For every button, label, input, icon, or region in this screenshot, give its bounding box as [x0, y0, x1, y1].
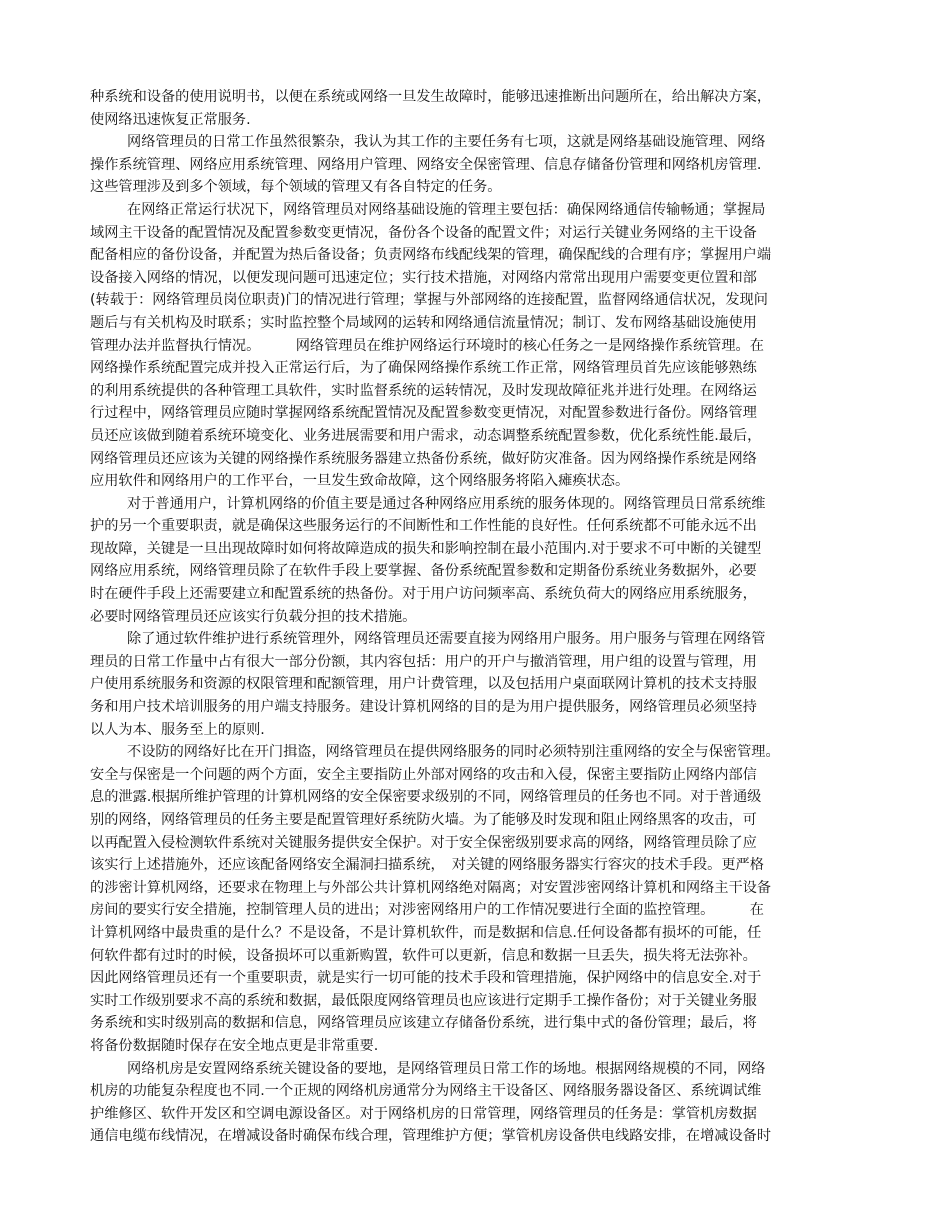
text-line: 的涉密计算机网络，还要求在物理上与外部公共计算机网络绝对隔离；对安置涉密网络计算机和网络主干设备: [90, 879, 772, 896]
text-line: 使网络迅速恢复正常服务.: [90, 111, 251, 128]
text-line: 种系统和设备的使用说明书，以便在系统或网络一旦发生故障时，能够迅速推断出问题所在，给出解决方案，: [90, 89, 772, 105]
text-line: 息的泄露.根据所维护管理的计算机网络的安全保密要求级别的不同，网络管理员的任务也不同。对于普通级: [90, 789, 762, 806]
text-line: 设备接入网络的情况，以便发现问题可迅速定位；实行技术措施，对网络内常常出现用户需要变更位置和部: [90, 269, 757, 286]
text-line: 题后与有关机构及时联系；实时监控整个局域网的运转和网络通信流量情况；制订、发布网络基础设施使用: [90, 314, 757, 331]
text-line: 的利用系统提供的各种管理工具软件，实时监督系统的运转情况，及时发现故障征兆并进行处理。在网络运: [90, 382, 757, 399]
text-line: 行过程中，网络管理员应随时掌握网络系统配置情况及配置参数变更情况，对配置参数进行备份。网络管理: [90, 405, 757, 422]
text-line: 别的网络，网络管理员的任务主要是配置管理好系统防火墙。为了能够及时发现和阻止网络黑客的攻击，可: [90, 812, 757, 828]
text-line: 不设防的网络好比在开门揖盗，网络管理员在提供网络服务的同时必须特别注重网络的安全与保密管理。: [127, 744, 780, 761]
text-line: 网络机房是安置网络系统关键设备的要地，是网络管理员日常工作的场地。根据网络规模的不同，网络: [127, 1060, 766, 1077]
text-line: 理员的日常工作量中占有很大一部分份额，其内容包括：用户的开户与撤消管理，用户组的设置与管理，用: [90, 653, 757, 670]
text-line: 网络操作系统配置完成并投入正常运行后，为了确保网络操作系统工作正常，网络管理员首先应该能够熟练: [90, 360, 757, 377]
document-page: [90, 86, 870, 1148]
text-line: 务和用户技术培训服务的用户端支持服务。建设计算机网络的目的是为用户提供服务，网络管理员必须坚持: [90, 699, 757, 716]
text-line: 以再配置入侵检测软件系统对关键服务提供安全保护。对于安全保密级别要求高的网络，网络管理员除了应: [90, 834, 757, 851]
text-line: 将备份数据随时保存在安全地点更是非常重要.: [90, 1037, 379, 1054]
text-line: 操作系统管理、网络应用系统管理、网络用户管理、网络安全保密管理、信息存储备份管理和网络机房管理.: [90, 156, 762, 173]
text-line: 因此网络管理员还有一个重要职责，就是实行一切可能的技术手段和管理措施，保护网络中的信息安全.对于: [90, 970, 762, 987]
text-line: 管理办法并监督执行情况。 网络管理员在维护网络运行环境时的核心任务之一是网络操作系统管理。在: [90, 337, 764, 354]
text-line: 网络应用系统，网络管理员除了在软件手段上要掌握、备份系统配置参数和定期备份系统业务数据外，必要: [90, 563, 757, 580]
text-line: 以人为本、服务至上的原则.: [90, 721, 265, 738]
text-line: 房间的要实行安全措施，控制管理人员的进出；对涉密网络用户的工作情况要进行全面的监控管理。 在: [90, 902, 764, 919]
text-line: 户使用系统服务和资源的权限管理和配额管理，用户计费管理，以及包括用户桌面联网计算机的技术支持服: [90, 676, 757, 693]
text-line: 护的另一个重要职责，就是确保这些服务运行的不间断性和工作性能的良好性。任何系统都不可能永远不出: [90, 518, 757, 535]
text-line: 通信电缆布线情况，在增减设备时确保布线合理，管理维护方便；掌管机房设备供电线路安排，在增减设备时: [90, 1128, 772, 1145]
text-line: 时在硬件手段上还需要建立和配置系统的热备份。对于用户访问频率高、系统负荷大的网络应用系统服务，: [90, 586, 757, 603]
text-line: 网络管理员的日常工作虽然很繁杂，我认为其工作的主要任务有七项，这就是网络基础设施管理、网络: [127, 134, 766, 151]
text-line: 安全与保密是一个问题的两个方面，安全主要指防止外部对网络的攻击和入侵，保密主要指防止网络内部信: [90, 766, 757, 783]
text-line: 该实行上述措施外，还应该配备网络安全漏洞扫描系统， 对关键的网络服务器实行容灾的技术手段。更严格: [90, 857, 764, 874]
text-line: (转载于：网络管理员岗位职责)门的情况进行管理；掌握与外部网络的连接配置，监督网络通信状况，发现问: [90, 292, 768, 309]
text-line: 配备相应的备份设备，并配置为热后备设备；负责网络布线配线架的管理，确保配线的合理有序；掌握用户端: [90, 247, 772, 264]
text-line: 对于普通用户，计算机网络的价值主要是通过各种网络应用系统的服务体现的。网络管理员日常系统维: [127, 495, 766, 512]
text-line: 何软件都有过时的时候，设备损坏可以重新购置，软件可以更新，信息和数据一旦丢失，损失将无法弥补。: [90, 947, 757, 964]
text-line: 机房的功能复杂程度也不同.一个正规的网络机房通常分为网络主干设备区、网络服务器设备区、系统调试维: [90, 1083, 762, 1100]
text-line: 员还应该做到随着系统环境变化、业务进展需要和用户需求，动态调整系统配置参数，优化系统性能.最后，: [90, 427, 762, 444]
text-line: 这些管理涉及到多个领域，每个领域的管理又有各自特定的任务。: [90, 179, 502, 196]
text-line: 现故障，关键是一旦出现故障时如何将故障造成的损失和影响控制在最小范围内.对于要求不可中断的关键型: [90, 540, 762, 557]
text-line: 护维修区、软件开发区和空调电源设备区。对于网络机房的日常管理，网络管理员的任务是：掌管机房数据: [90, 1105, 757, 1122]
text-line: 在网络正常运行状况下，网络管理员对网络基础设施的管理主要包括：确保网络通信传输畅通；掌握局: [127, 201, 766, 218]
text-line: 网络管理员还应该为关键的网络操作系统服务器建立热备份系统，做好防灾准备。因为网络操作系统是网络: [90, 450, 757, 467]
text-line: 计算机网络中最贵重的是什么？不是设备，不是计算机软件，而是数据和信息.任何设备都有损坏的可能，任: [90, 924, 762, 941]
text-line: 应用软件和网络用户的工作平台，一旦发生致命故障，这个网络服务将陷入瘫痪状态。: [90, 473, 630, 490]
text-line: 必要时网络管理员还应该实行负载分担的技术措施。: [90, 608, 417, 625]
text-line: 务系统和实时级别高的数据和信息，网络管理员应该建立存储备份系统，进行集中式的备份管理；最后，将: [90, 1015, 757, 1032]
text-line: 域网主干设备的配置情况及配置参数变更情况，备份各个设备的配置文件；对运行关键业务网络的主干设备: [90, 224, 757, 241]
text-line: 实时工作级别要求不高的系统和数据，最低限度网络管理员也应该进行定期手工操作备份；对于关键业务服: [90, 992, 757, 1009]
text-line: 除了通过软件维护进行系统管理外，网络管理员还需要直接为网络用户服务。用户服务与管理在网络管: [127, 631, 766, 648]
